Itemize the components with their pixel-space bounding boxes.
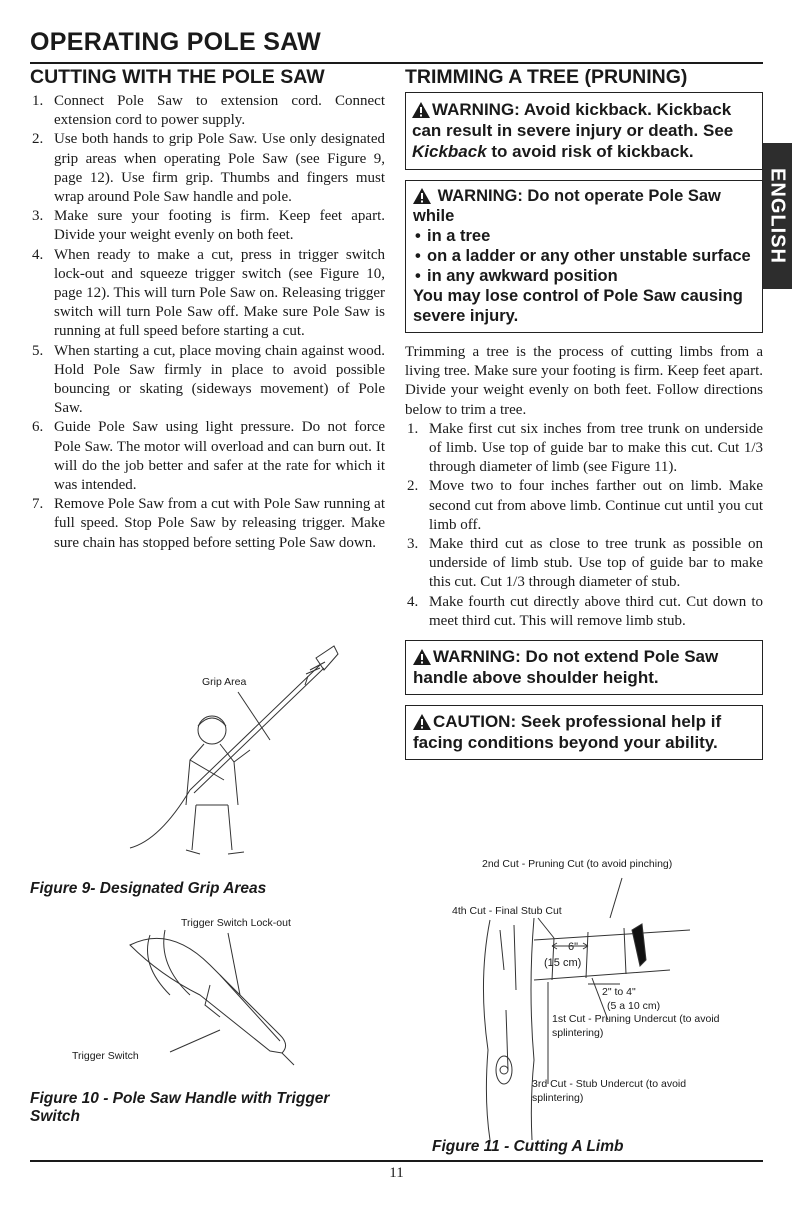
list-item: 7. Remove Pole Saw from a cut with Pole Saw running at full speed. Stop Pole Saw by releasing trigger. Make sure chain has stopped before setting Pole Saw down. xyxy=(32,496,385,551)
list-item: • in any awkward position xyxy=(413,266,755,286)
fig11-3rd-cut-label: 3rd Cut - Stub Undercut (to avoid splintering) xyxy=(532,1078,687,1104)
fig11-1st-cut-label: 1st Cut - Pruning Undercut (to avoid splintering) xyxy=(552,1013,720,1039)
fig9-grip-area-label: Grip Area xyxy=(202,676,247,688)
warning1-text-b: to avoid risk of kickback. xyxy=(486,142,694,161)
list-item: 6. Guide Pole Saw using light pressure. Do not force Pole Saw. The motor will overload and can burn out. It will do the job better and safer at the rate for which it was intended. xyxy=(32,419,385,494)
fig10-lockout-label: Trigger Switch Lock-out xyxy=(181,917,291,929)
fig10-illustration xyxy=(110,925,310,1065)
warning2-tail: You may lose control of Pole Saw causing severe injury. xyxy=(413,287,743,325)
fig11-2to4-label: 2" to 4" xyxy=(602,986,636,998)
warning1-text-a: WARNING: Avoid kickback. Kickback can result in severe injury or death. See xyxy=(412,100,734,140)
fig10-caption-line2: Switch xyxy=(30,1108,80,1125)
trimming-intro: Trimming a tree is the process of cutting limbs from a living tree. Make sure your footing is firm. Keep feet apart. Divide your weight evenly on both feet. Follow directions below to trim a tree. xyxy=(405,344,763,418)
fig11-15cm-label: (15 cm) xyxy=(544,957,582,969)
list-item: 1. Make first cut six inches from tree trunk on underside of limb. Use top of guide bar to make this cut. Cut 1/3 through diameter of limb (see Figure 11). xyxy=(407,420,763,476)
list-item: 2. Use both hands to grip Pole Saw. Use only designated grip areas when operating Pole Saw (see Figure 9, page 12). Use firm grip. Thumbs and fingers must wrap around Pole Saw handle and pole. xyxy=(32,131,385,206)
warning-icon xyxy=(413,188,431,204)
list-item: 2. Move two to four inches farther out on limb. Make second cut from above limb. Continue cut until you cut limb off. xyxy=(407,478,763,533)
caution-box-professional: CAUTION: Seek professional help if facing conditions beyond your ability. xyxy=(405,705,763,760)
warning-box-unstable xyxy=(405,180,763,333)
fig10-caption-line1: Figure 10 - Pole Saw Handle with Trigger xyxy=(30,1090,330,1107)
fig9-illustration xyxy=(120,640,360,880)
warning-icon xyxy=(413,649,431,665)
list-item: 3. Make third cut as close to tree trunk as possible on underside of limb stub. Use top of guide bar to make this cut. Cut 1/3 through diameter of stub. xyxy=(407,536,763,591)
language-tab xyxy=(762,143,792,289)
fig11-caption: Figure 11 - Cutting A Limb xyxy=(432,1138,624,1155)
warning2-bullets xyxy=(413,226,755,286)
fig10-trigger-switch-label: Trigger Switch xyxy=(72,1050,139,1062)
fig11-2nd-cut-label: 2nd Cut - Pruning Cut (to avoid pinching) xyxy=(482,858,673,870)
fig11-5to10-label: (5 a 10 cm) xyxy=(607,1000,661,1012)
section-heading-cutting: CUTTING WITH THE POLE SAW xyxy=(30,66,325,88)
fig11-6in-label: 6" xyxy=(568,941,579,953)
section-heading-trimming: TRIMMING A TREE (PRUNING) xyxy=(405,66,688,88)
list-item: 4. When ready to make a cut, press in trigger switch lock-out and squeeze trigger switch (see Figure 10, page 12). This will turn Pole Saw on. Releasing trigger switch will turn Pole Saw off. Make sure Pole Saw is running at full speed before starting a cut. xyxy=(32,246,385,340)
fig11-4th-cut-label: 4th Cut - Final Stub Cut xyxy=(452,905,562,917)
page-number: 11 xyxy=(389,1165,404,1181)
list-item: • in a tree xyxy=(413,226,755,246)
list-item: 1. Connect Pole Saw to extension cord. Connect extension cord to power supply. xyxy=(32,93,385,129)
fig9-caption: Figure 9- Designated Grip Areas xyxy=(30,880,267,897)
list-item: 3. Make sure your footing is firm. Keep feet apart. Divide your weight evenly on both feet. xyxy=(32,208,385,244)
right-column xyxy=(405,66,763,770)
page-title: OPERATING POLE SAW xyxy=(30,28,322,56)
title-rule xyxy=(30,62,763,64)
caution-icon xyxy=(413,714,431,730)
bottom-rule xyxy=(30,1160,763,1162)
fig10-caption xyxy=(30,1090,329,1126)
list-item: • on a ladder or any other unstable surface xyxy=(413,246,755,266)
list-item: 4. Make fourth cut directly above third cut. Cut down to meet third cut. This will remove limb stub. xyxy=(407,593,763,629)
language-tab-label: ENGLISH xyxy=(766,168,789,264)
warning-box-kickback xyxy=(405,92,763,170)
warning-box-shoulder: WARNING: Do not extend Pole Saw handle above shoulder height. xyxy=(405,640,763,695)
warning1-kickback-ref: Kickback xyxy=(412,142,487,161)
warning-icon xyxy=(412,102,430,118)
list-item: 5. When starting a cut, place moving chain against wood. Hold Pole Saw firmly in place to avoid possible bouncing or skating (sideways movement) of Pole Saw. xyxy=(32,342,385,417)
fig11-illustration xyxy=(470,870,720,1140)
warning2-head: WARNING: Do not operate Pole Saw while xyxy=(413,187,721,225)
left-column xyxy=(30,66,385,553)
trimming-steps xyxy=(405,420,763,631)
cutting-steps xyxy=(30,92,385,553)
